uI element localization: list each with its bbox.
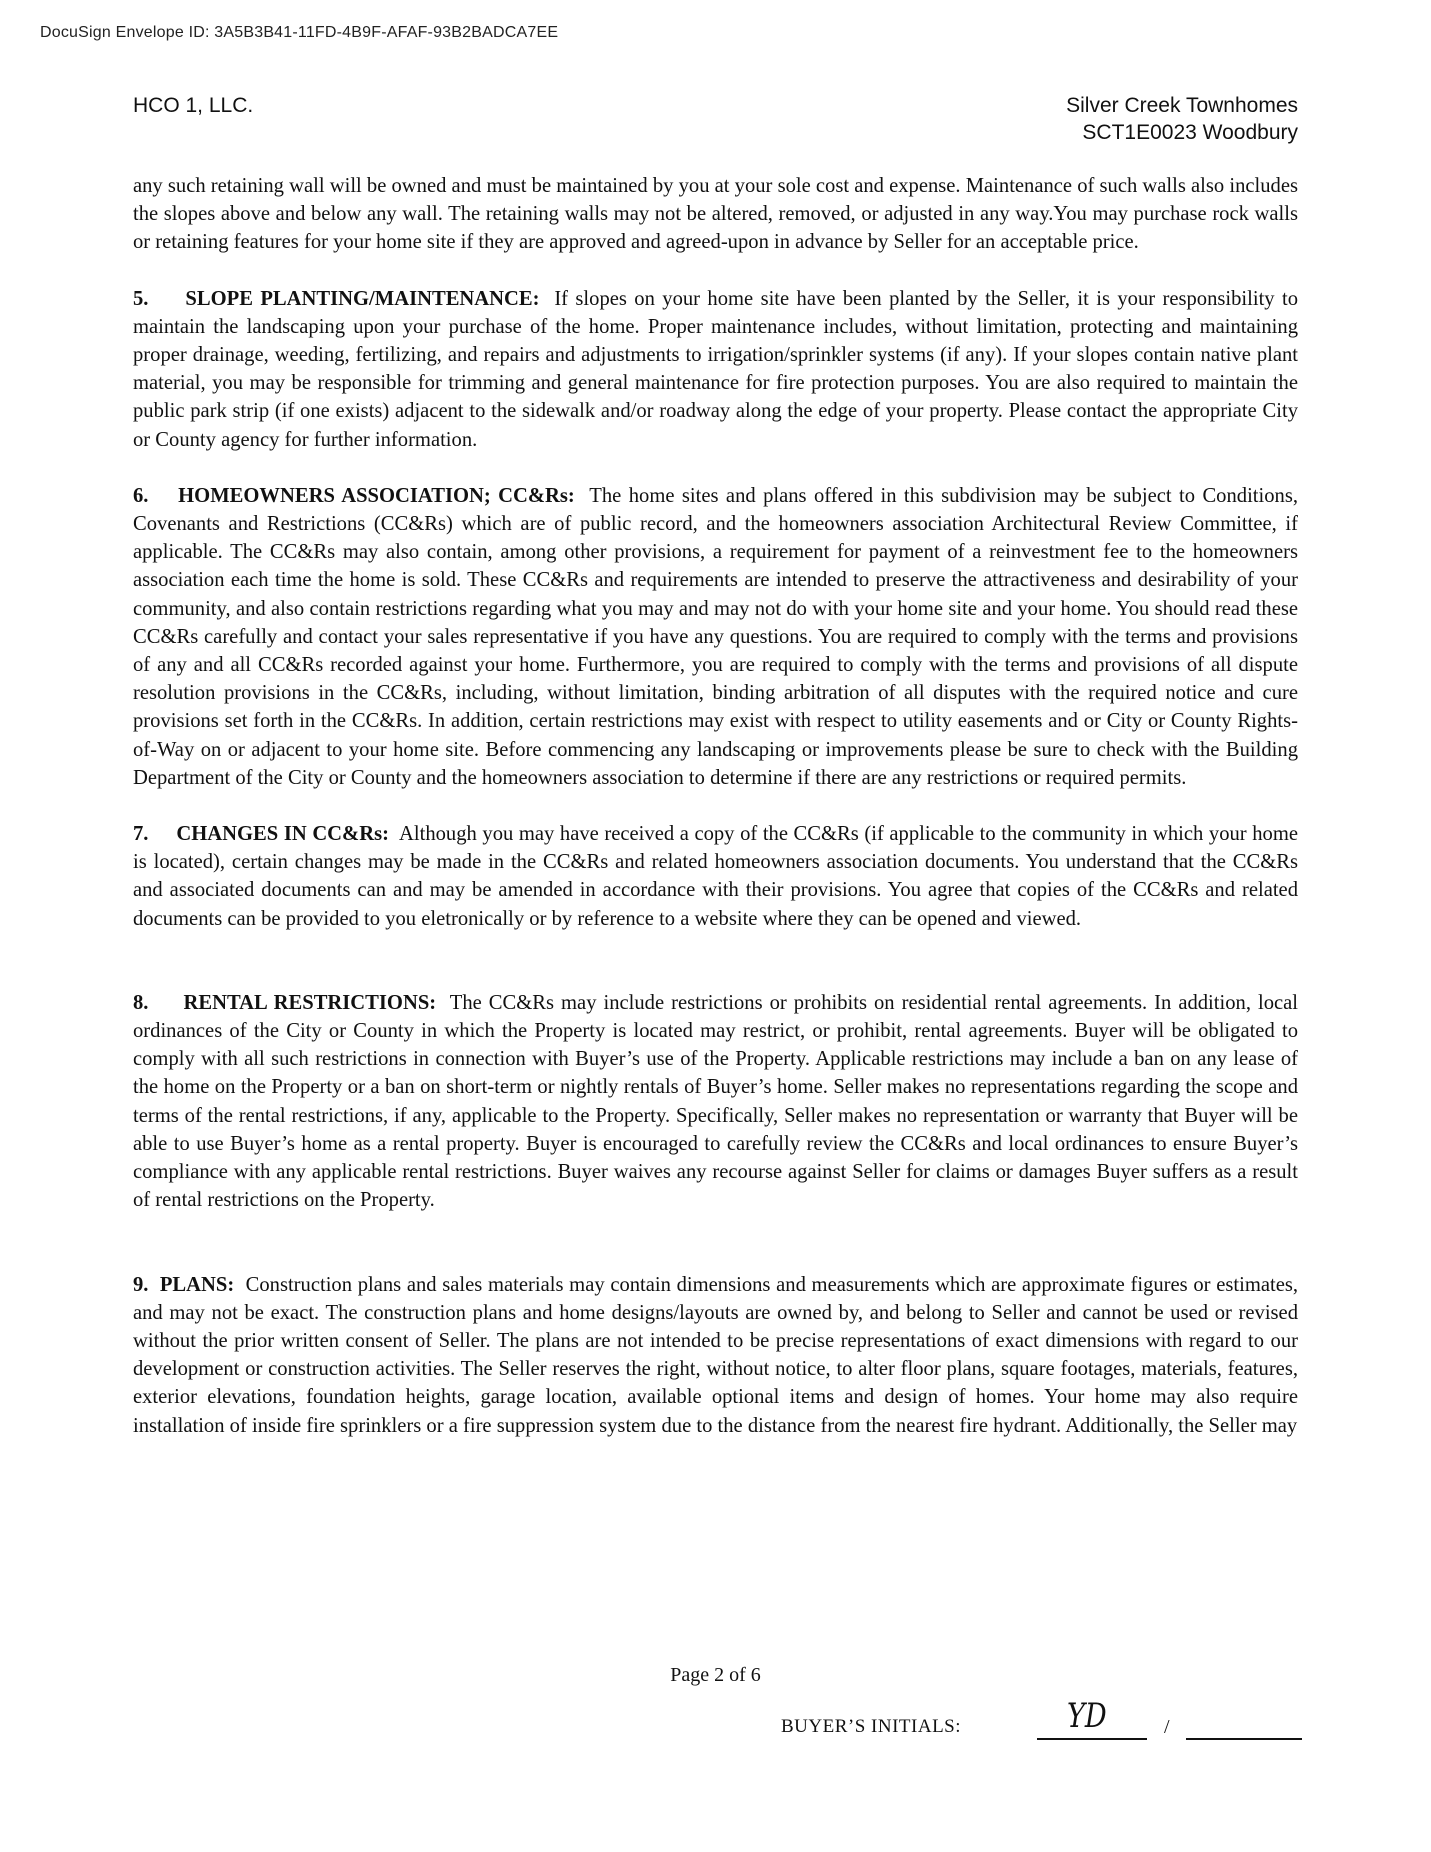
section-6 xyxy=(133,482,1298,792)
header-company: HCO 1, LLC. xyxy=(133,94,254,117)
section-heading: RENTAL RESTRICTIONS: xyxy=(183,991,437,1014)
docusign-envelope-id: DocuSign Envelope ID: 3A5B3B41-11FD-4B9F-AFAF-93B2BADCA7EE xyxy=(40,24,559,41)
section-number: 8. xyxy=(133,991,149,1014)
section-7 xyxy=(133,820,1298,933)
document-body xyxy=(133,172,1298,1440)
section-9 xyxy=(133,1271,1298,1440)
page-number: Page 2 of 6 xyxy=(670,1664,761,1686)
section-text: If slopes on your home site have been planted by the Seller, it is your responsibility to maintain the landscaping upon your purchase of the home. Proper maintenance includes, without limitation, protecting and maintaining proper drainage, weeding, fertilizing, and repairs and adjustments to irrigation/sprinkler systems (if any). If your slopes contain native plant material, you may be responsible for trimming and general maintenance for fire protection purposes. You are also required to maintain the public park strip (if one exists) adjacent to the sidewalk and/or roadway along the edge of your property. Please contact the appropriate City or County agency for further information. xyxy=(133,287,1299,451)
buyer-initials-line-1[interactable] xyxy=(1037,1738,1147,1740)
header-project-name: Silver Creek Townhomes xyxy=(1066,94,1298,117)
section-number: 9. xyxy=(133,1273,149,1296)
section-text: Construction plans and sales materials may contain dimensions and measurements which are approximate figures or estimates, and may not be exact. The construction plans and home designs/layouts are owned by, and belong to Seller and cannot be used or revised without the prior written consent of Seller. The plans are not intended to be precise representations of exact dimensions with regard to our development or construction activities. The Seller reserves the right, without notice, to alter floor plans, square footages, materials, features, exterior elevations, foundation heights, garage location, available optional items and design of homes. Your home may also require installation of inside fire sprinklers or a fire suppression system due to the distance from the nearest fire hydrant. Additionally, the Seller may xyxy=(133,1273,1299,1437)
section-number: 7. xyxy=(133,823,149,846)
section-text: The home sites and plans offered in this subdivision may be subject to Conditions, Covenants and Restrictions (CC&Rs) which are of public record, and the homeowners association Architectural Review Committee, if applicable. The CC&Rs may also contain, among other provisions, a requirement for payment of a reinvestment fee to the homeowners association each time the home is sold. These CC&Rs and requirements are intended to preserve the attractiveness and desirability of your community, and also contain restrictions regarding what you may and may not do with your home site and your home. You should read these CC&Rs carefully and contact your sales representative if you have any questions. You are required to comply with the terms and provisions of any and all CC&Rs recorded against your home. Furthermore, you are required to comply with the terms and provisions of all dispute resolution provisions in the CC&Rs, including, without limitation, binding arbitration of all disputes with the required notice and cure provisions set forth in the CC&Rs. In addition, certain restrictions may exist with respect to utility easements and or City or County Rights-of-Way on or adjacent to your home site. Before commencing any landscaping or improvements please be sure to check with the Building Department of the City or County and the homeowners association to determine if there are any restrictions or required permits. xyxy=(133,484,1298,789)
section-text: Although you may have received a copy of the CC&Rs (if applicable to the community in which your home is located), certain changes may be made in the CC&Rs and related homeowners association documents. You understand that the CC&Rs and associated documents can and may be amended in accordance with their provisions. You agree that copies of the CC&Rs and related documents can be provided to you eletronically or by reference to a website where they can be opened and viewed. xyxy=(133,823,1298,930)
section-5 xyxy=(133,285,1298,454)
section-text: The CC&Rs may include restrictions or prohibits on residential rental agreements. In addition, local ordinances of the City or County in which the Property is located may restrict, or prohibit, rental agreements. Buyer will be obligated to comply with all such restrictions in connection with Buyer’s use of the Property. Applicable restrictions may include a ban on any lease of the home on the Property or a ban on short-term or nightly rentals of Buyer’s home. Seller makes no representations regarding the scope and terms of the rental restrictions, if any, applicable to the Property. Specifically, Seller makes no representation or warranty that Buyer will be able to use Buyer’s home as a rental property. Buyer is encouraged to carefully review the CC&Rs and local ordinances to ensure Buyer’s compliance with any applicable rental restrictions. Buyer waives any recourse against Seller for claims or damages Buyer suffers as a result of rental restrictions on the Property. xyxy=(133,991,1298,1212)
header-project-code: SCT1E0023 Woodbury xyxy=(1082,121,1298,144)
continuation-paragraph: any such retaining wall will be owned and must be maintained by you at your sole cost and expense. Maintenance of such walls also includes the slopes above and below any wall. The retaining walls may not be altered, removed, or adjusted in any way.You may purchase rock walls or retaining features for your home site if they are approved and agreed-upon in advance by Seller for an acceptable price. xyxy=(133,175,1298,254)
section-heading: HOMEOWNERS ASSOCIATION; CC&Rs: xyxy=(178,484,575,507)
buyer-initials-line-2[interactable] xyxy=(1186,1738,1302,1740)
section-8 xyxy=(133,989,1298,1215)
section-heading: CHANGES IN CC&Rs: xyxy=(176,823,389,846)
section-number: 5. xyxy=(133,287,149,310)
buyer-initials-label: BUYER’S INITIALS: xyxy=(781,1716,962,1737)
section-heading: PLANS: xyxy=(159,1273,235,1296)
header-project xyxy=(1066,92,1298,146)
section-heading: SLOPE PLANTING/MAINTENANCE: xyxy=(185,287,540,310)
initials-separator: / xyxy=(1164,1716,1170,1738)
buyer-initials-signature[interactable]: YD xyxy=(1066,1696,1107,1736)
section-number: 6. xyxy=(133,484,149,507)
